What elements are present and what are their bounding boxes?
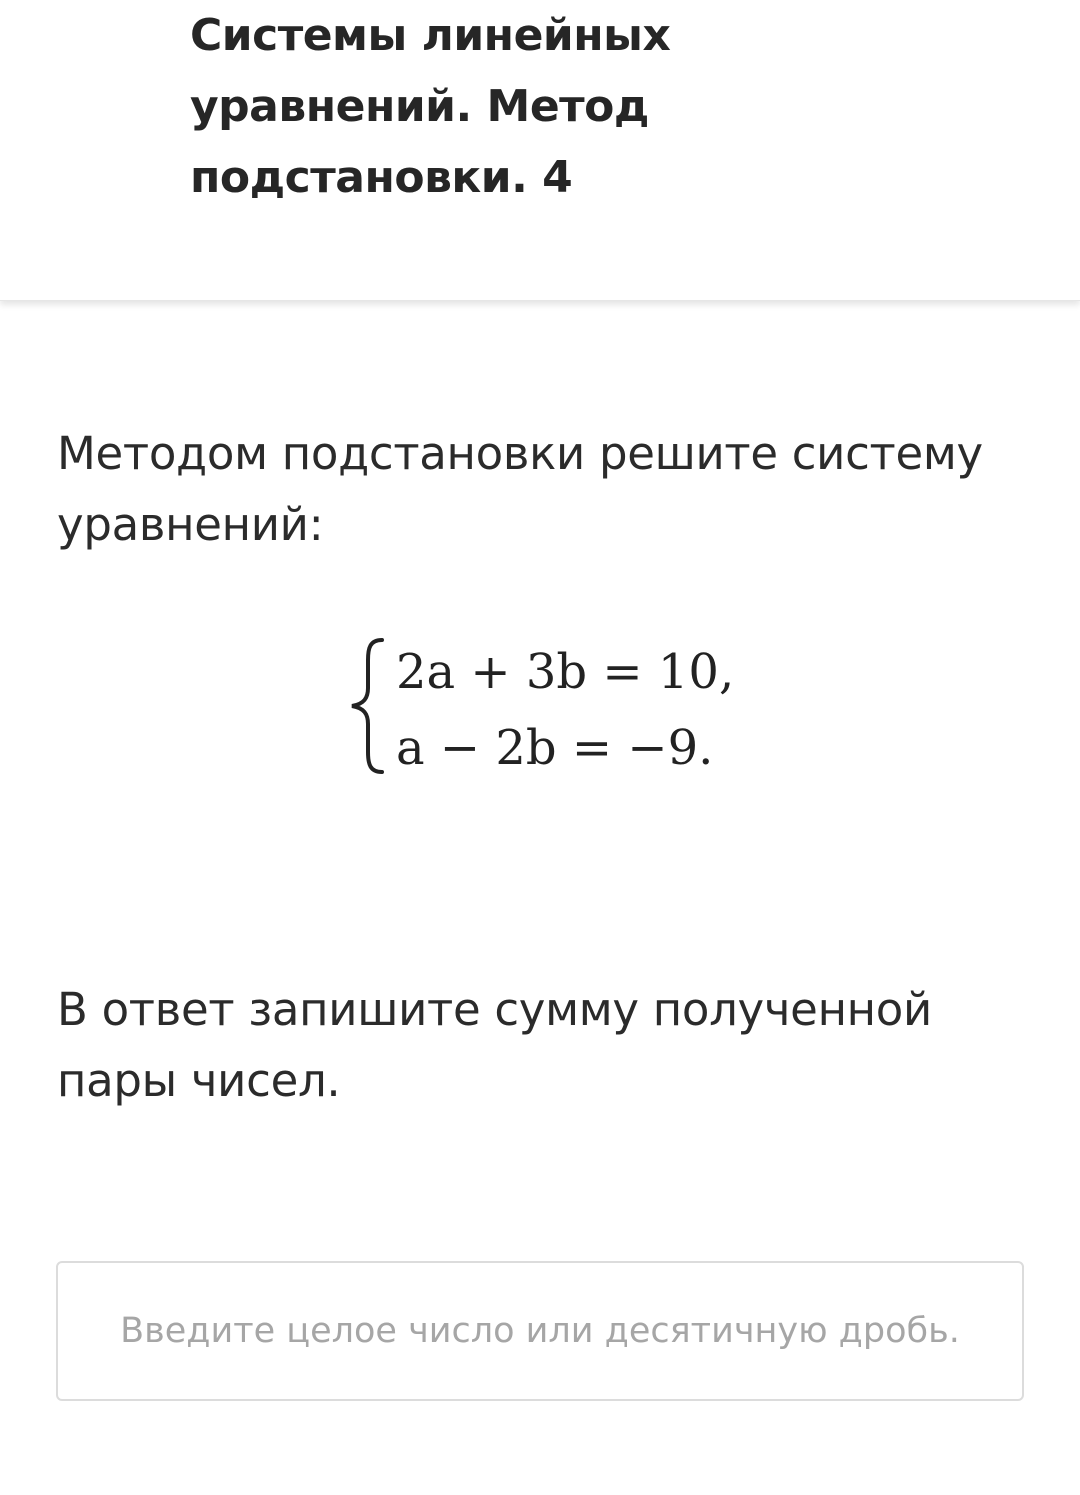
page-header (0, 0, 1080, 301)
page-title-line: уравнений. Метод (190, 81, 649, 132)
answer-instruction-line: пары чисел. (57, 1054, 341, 1107)
answer-input[interactable] (56, 1261, 1024, 1401)
task-question-line: уравнений: (57, 498, 324, 551)
equation-system (342, 636, 762, 776)
page-title-line: подстановки. 4 (190, 152, 573, 203)
task-question (57, 418, 1037, 560)
equation-2: a − 2b = −9. (396, 720, 714, 776)
system-brace-icon (342, 636, 388, 776)
answer-instruction-line: В ответ запишите сумму полученной (57, 983, 932, 1036)
equation-1: 2a + 3b = 10, (396, 644, 735, 700)
page-title (190, 0, 750, 213)
answer-instruction (57, 974, 1037, 1116)
page-title-line: Системы линейных (190, 10, 671, 61)
task-question-line: Методом подстановки решите систему (57, 427, 983, 480)
